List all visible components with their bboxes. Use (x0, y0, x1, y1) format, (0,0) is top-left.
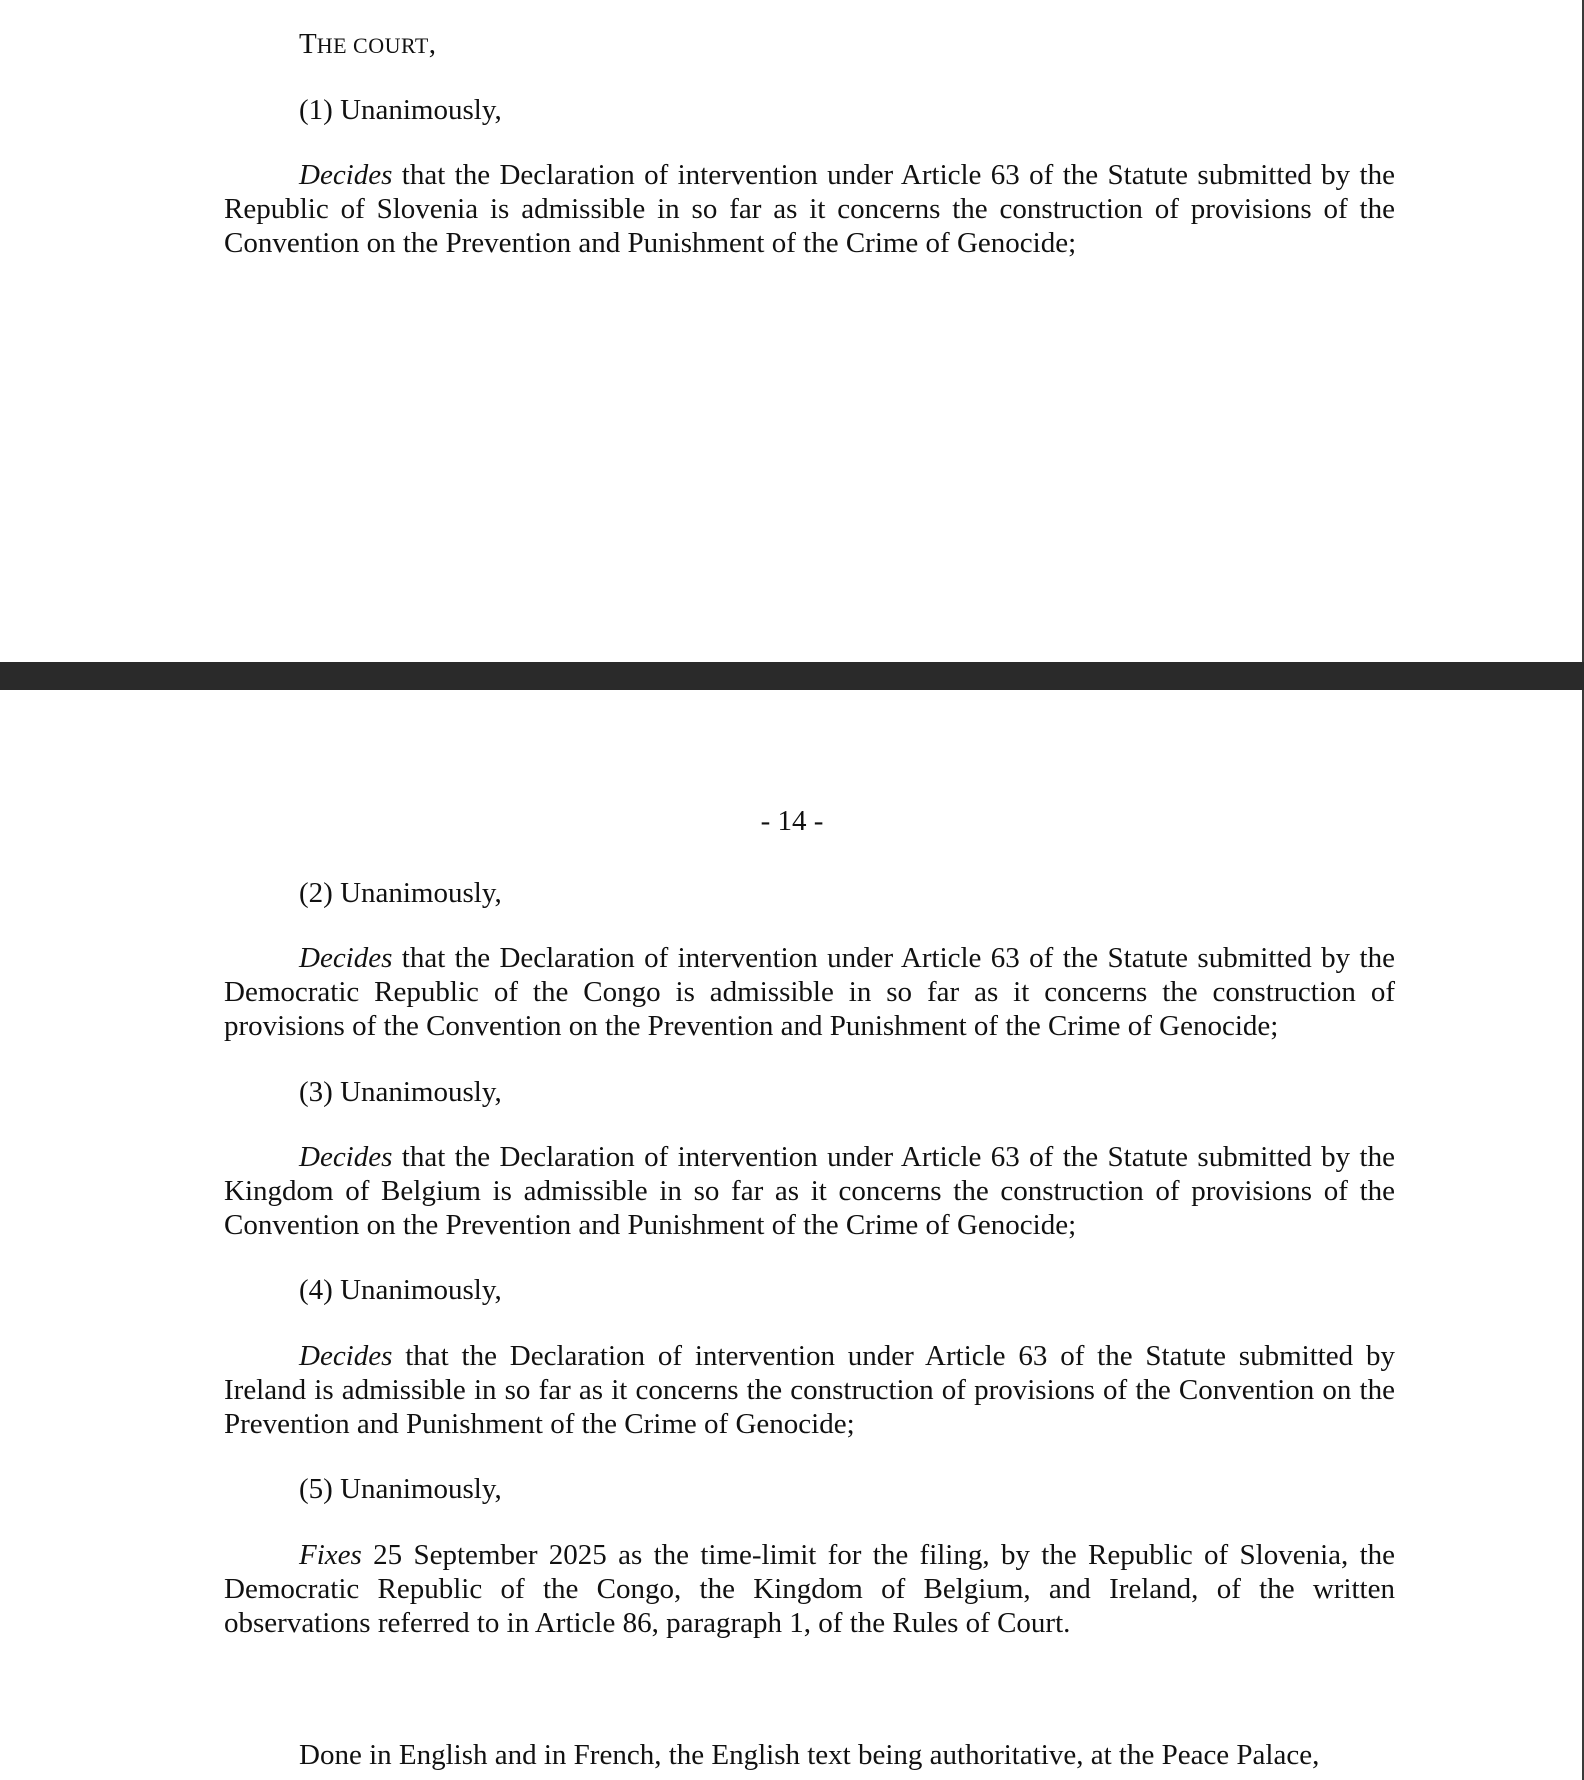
document-page-14 (0, 690, 1584, 1780)
item-5-text: 25 September 2025 as the time-limit for the filing, by the Republic of Slovenia, the Democratic Republic of the Congo, the Kingdom of Belgium, and Ireland, of the written observations referred to in Article 86, paragraph 1, of the Rules of Court. (224, 1539, 1395, 1639)
item-1-label: (1) Unanimously, (299, 94, 502, 126)
item-2-text: that the Declaration of intervention under Article 63 of the Statute submitted by the Democratic Republic of the Congo is admissible in so far as it concerns the construction of provisions of the Convention on the Prevention and Punishment of the Crime of Genocide; (224, 942, 1395, 1042)
court-heading-initial: T (299, 28, 317, 60)
item-1-text: that the Declaration of intervention under Article 63 of the Statute submitted by the Republic of Slovenia is admissible in so far as it concerns the construction of provisions of the Convention on the Prevention and Punishment of the Crime of Genocide; (224, 159, 1395, 259)
item-5-label: (5) Unanimously, (299, 1473, 502, 1505)
item-5-paragraph (224, 1538, 1395, 1640)
page-separator (0, 662, 1584, 690)
done-paragraph (224, 1738, 1395, 1772)
page-number: - 14 - (760, 805, 824, 837)
item-3-lead: Decides (299, 1141, 393, 1173)
item-2-label: (2) Unanimously, (299, 877, 502, 909)
item-4-paragraph (224, 1339, 1395, 1441)
item-5-lead: Fixes (299, 1539, 362, 1571)
court-heading (299, 27, 1395, 63)
item-3-paragraph (224, 1140, 1395, 1242)
court-heading-smallcaps: HE COURT (316, 33, 429, 58)
item-1-paragraph (224, 158, 1395, 260)
item-3-text: that the Declaration of intervention under Article 63 of the Statute submitted by the Kingdom of Belgium is admissible in so far as it concerns the construction of provisions of the Convention on the Prevention and Punishment of the Crime of Genocide; (224, 1141, 1395, 1241)
item-4-text: that the Declaration of intervention under Article 63 of the Statute submitted by Ireland is admissible in so far as it concerns the construction of provisions of the Convention on the Prevention and Punishment of the Crime of Genocide; (224, 1340, 1395, 1440)
item-4-lead: Decides (299, 1340, 393, 1372)
item-2-lead: Decides (299, 942, 393, 974)
item-2-paragraph (224, 941, 1395, 1043)
item-1-lead: Decides (299, 159, 393, 191)
item-3-label: (3) Unanimously, (299, 1076, 502, 1108)
document-page-13 (0, 0, 1584, 662)
court-heading-comma: , (428, 28, 437, 60)
done-text: Done in English and in French, the English text being authoritative, at the Peace Palace, (299, 1739, 1320, 1771)
item-4-label: (4) Unanimously, (299, 1274, 502, 1306)
